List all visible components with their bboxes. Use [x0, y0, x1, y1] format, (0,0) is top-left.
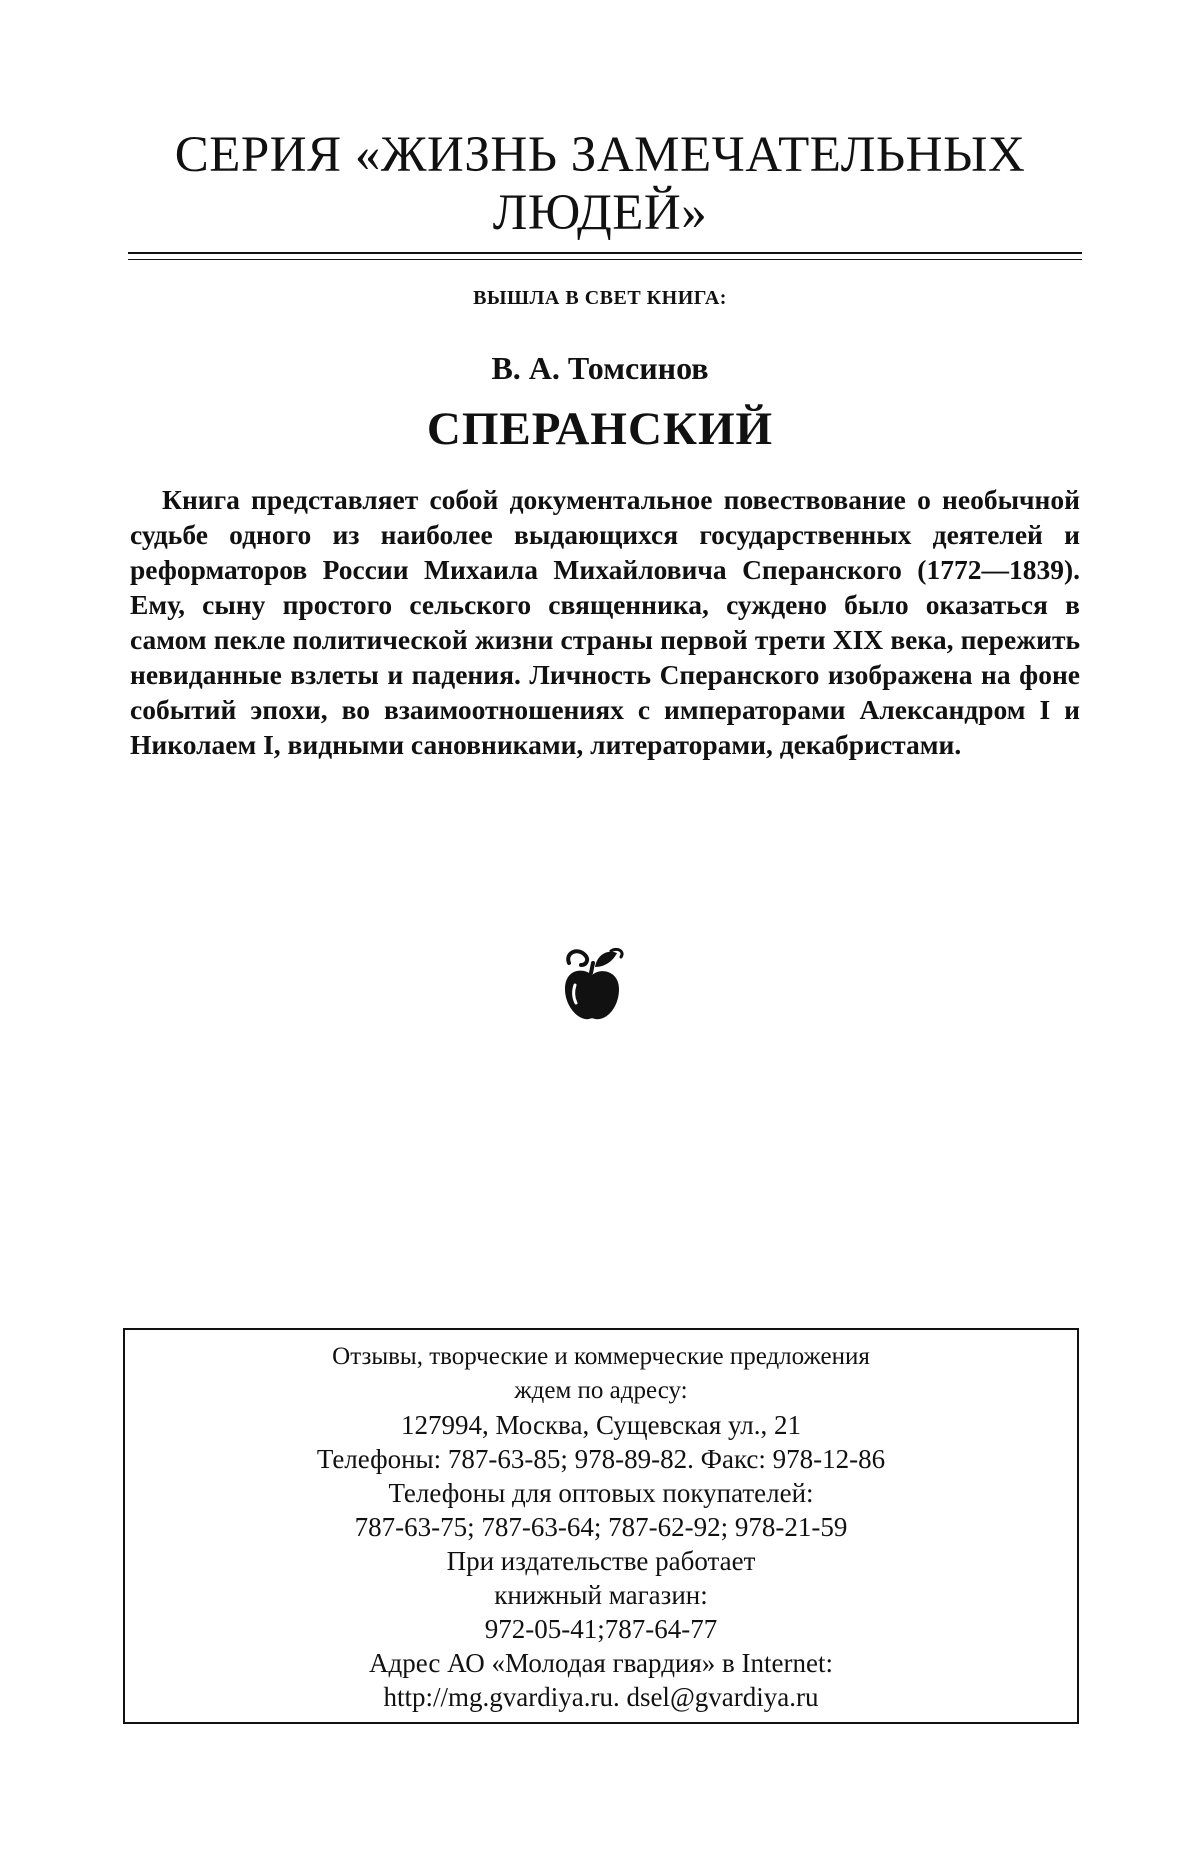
contact-line: книжный магазин: [494, 1580, 708, 1610]
announcement-heading: ВЫШЛА В СВЕТ КНИГА: [473, 287, 727, 309]
series-title-line-1: СЕРИЯ «ЖИЗНЬ ЗАМЕЧАТЕЛЬНЫХ [174, 127, 1026, 183]
contact-web-email: http://mg.gvardiya.ru. dsel@gvardiya.ru [383, 1682, 819, 1712]
series-title-line-2: ЛЮДЕЙ» [492, 185, 708, 241]
publisher-contact-box [123, 1328, 1079, 1724]
book-title: СПЕРАНСКИЙ [426, 403, 774, 455]
contact-line: Адрес АО «Молодая гвардия» в Internet: [369, 1648, 833, 1678]
contact-line: При издательстве работает [446, 1546, 756, 1576]
series-title [100, 126, 1100, 242]
contact-line: ждем по адресу: [514, 1377, 688, 1404]
double-rule-bottom [128, 259, 1082, 260]
contact-line: Отзывы, творческие и коммерческие предложения [332, 1343, 870, 1370]
contact-address: 127994, Москва, Сущевская ул., 21 [400, 1410, 802, 1440]
apple-emblem-icon [555, 945, 629, 1025]
contact-shop-phones: 972-05-41;787-64-77 [484, 1614, 718, 1644]
contact-wholesale-phones: 787-63-75; 787-63-64; 787-62-92; 978-21-59 [354, 1512, 848, 1542]
double-rule-top [128, 252, 1082, 254]
contact-line: Телефоны для оптовых покупателей: [388, 1478, 814, 1508]
book-author: В. А. Томсинов [491, 350, 709, 386]
contact-phones: Телефоны: 787-63-85; 978-89-82. Факс: 978-12-86 [316, 1444, 886, 1474]
book-description: Книга представляет собой документальное повествование о необычной судьбе одного из наиболее выдающихся государственных деятелей и реформаторов России Михаила Михайловича Сперанского (1772—1839). Ему, сыну простого сельского священника, суждено было оказаться в самом пекле политической жизни страны первой трети XIX века, пережить невиданные взлеты и падения. Личность Сперанского изображена на фоне событий эпохи, во взаимоотношениях с императорами Александром I и Николаем I, видными сановниками, литераторами, декабристами. [130, 484, 1080, 760]
